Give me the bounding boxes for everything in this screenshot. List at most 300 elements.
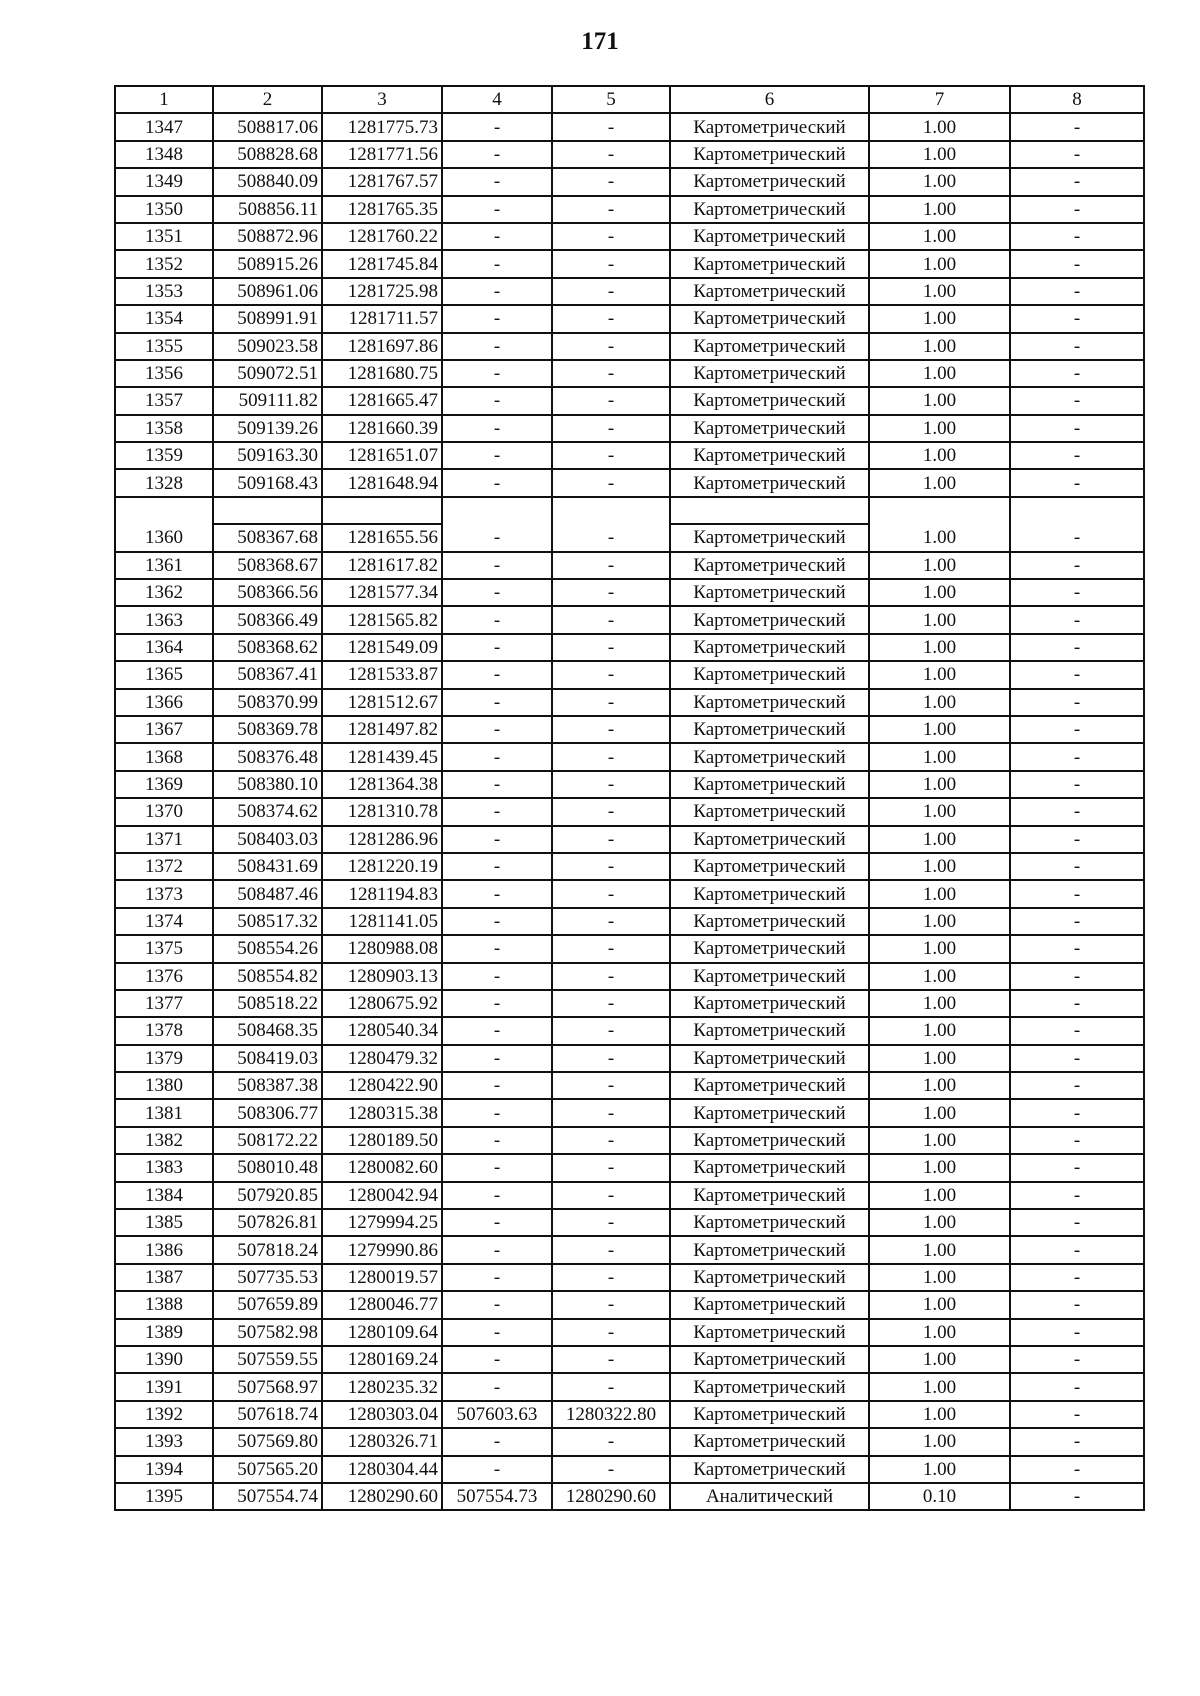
method-cell: Картометрический bbox=[670, 1154, 869, 1181]
method-cell: Картометрический bbox=[670, 990, 869, 1017]
accuracy-cell: 1.00 bbox=[869, 1127, 1010, 1154]
table-row bbox=[115, 634, 1144, 661]
y-previous-cell: - bbox=[552, 743, 670, 770]
column-header: 5 bbox=[552, 86, 670, 113]
column-header: 3 bbox=[322, 86, 442, 113]
note-cell: - bbox=[1010, 1401, 1144, 1428]
note-cell: - bbox=[1010, 141, 1144, 168]
table-row bbox=[115, 963, 1144, 990]
note-cell: - bbox=[1010, 771, 1144, 798]
coordinates-table bbox=[114, 85, 1145, 1511]
y-previous-cell: - bbox=[552, 1182, 670, 1209]
x-previous-cell: - bbox=[442, 305, 552, 332]
note-cell: - bbox=[1010, 1045, 1144, 1072]
y-coordinate-cell: 1280304.44 bbox=[322, 1456, 442, 1483]
x-previous-cell: - bbox=[442, 1182, 552, 1209]
accuracy-cell: 1.00 bbox=[869, 1264, 1010, 1291]
point-number-cell: 1355 bbox=[115, 333, 213, 360]
point-number-cell: 1361 bbox=[115, 552, 213, 579]
y-coordinate-cell: 1280315.38 bbox=[322, 1099, 442, 1126]
table-row bbox=[115, 990, 1144, 1017]
note-cell: - bbox=[1010, 524, 1144, 551]
note-cell: - bbox=[1010, 250, 1144, 277]
x-previous-cell: - bbox=[442, 1072, 552, 1099]
x-coordinate-cell: 507565.20 bbox=[213, 1456, 322, 1483]
point-number-cell: 1362 bbox=[115, 579, 213, 606]
accuracy-cell: 1.00 bbox=[869, 1209, 1010, 1236]
note-cell: - bbox=[1010, 223, 1144, 250]
point-number-cell: 1328 bbox=[115, 469, 213, 496]
accuracy-cell: 1.00 bbox=[869, 1319, 1010, 1346]
y-coordinate-cell: 1280988.08 bbox=[322, 935, 442, 962]
method-cell: Картометрический bbox=[670, 1456, 869, 1483]
accuracy-cell: 0.10 bbox=[869, 1483, 1010, 1510]
note-cell: - bbox=[1010, 606, 1144, 633]
point-number-cell: 1352 bbox=[115, 250, 213, 277]
y-previous-cell: - bbox=[552, 1373, 670, 1400]
y-coordinate-cell: 1281680.75 bbox=[322, 360, 442, 387]
accuracy-cell bbox=[869, 497, 1010, 524]
method-cell: Картометрический bbox=[670, 1319, 869, 1346]
note-cell: - bbox=[1010, 387, 1144, 414]
note-cell: - bbox=[1010, 716, 1144, 743]
accuracy-cell: 1.00 bbox=[869, 579, 1010, 606]
note-cell: - bbox=[1010, 990, 1144, 1017]
table-row bbox=[115, 1045, 1144, 1072]
x-previous-cell: - bbox=[442, 990, 552, 1017]
y-previous-cell: - bbox=[552, 442, 670, 469]
note-cell: - bbox=[1010, 333, 1144, 360]
table-row bbox=[115, 1264, 1144, 1291]
point-number-cell: 1386 bbox=[115, 1236, 213, 1263]
x-coordinate-cell: 508010.48 bbox=[213, 1154, 322, 1181]
table-row bbox=[115, 1401, 1144, 1428]
y-coordinate-cell: 1280675.92 bbox=[322, 990, 442, 1017]
method-cell: Картометрический bbox=[670, 908, 869, 935]
accuracy-cell: 1.00 bbox=[869, 1291, 1010, 1318]
y-previous-cell: 1280290.60 bbox=[552, 1483, 670, 1510]
table-row bbox=[115, 524, 1144, 551]
y-coordinate-cell: 1280903.13 bbox=[322, 963, 442, 990]
x-coordinate-cell: 507559.55 bbox=[213, 1346, 322, 1373]
note-cell: - bbox=[1010, 908, 1144, 935]
point-number-cell: 1350 bbox=[115, 196, 213, 223]
note-cell: - bbox=[1010, 1373, 1144, 1400]
x-previous-cell: - bbox=[442, 250, 552, 277]
y-coordinate-cell: 1280169.24 bbox=[322, 1346, 442, 1373]
note-cell: - bbox=[1010, 415, 1144, 442]
accuracy-cell: 1.00 bbox=[869, 634, 1010, 661]
accuracy-cell: 1.00 bbox=[869, 333, 1010, 360]
y-previous-cell: - bbox=[552, 689, 670, 716]
x-previous-cell: - bbox=[442, 196, 552, 223]
table-row bbox=[115, 1209, 1144, 1236]
y-coordinate-cell: 1281765.35 bbox=[322, 196, 442, 223]
accuracy-cell: 1.00 bbox=[869, 716, 1010, 743]
table-row bbox=[115, 113, 1144, 140]
accuracy-cell: 1.00 bbox=[869, 360, 1010, 387]
y-previous-cell: - bbox=[552, 524, 670, 551]
table-row bbox=[115, 579, 1144, 606]
table-row bbox=[115, 442, 1144, 469]
point-number-cell: 1392 bbox=[115, 1401, 213, 1428]
note-cell: - bbox=[1010, 1017, 1144, 1044]
y-previous-cell: - bbox=[552, 908, 670, 935]
x-previous-cell: - bbox=[442, 1346, 552, 1373]
note-cell: - bbox=[1010, 1154, 1144, 1181]
point-number-cell: 1359 bbox=[115, 442, 213, 469]
y-coordinate-cell: 1280290.60 bbox=[322, 1483, 442, 1510]
table-row bbox=[115, 716, 1144, 743]
x-previous-cell: 507554.73 bbox=[442, 1483, 552, 1510]
method-cell: Картометрический bbox=[670, 1291, 869, 1318]
point-number-cell: 1369 bbox=[115, 771, 213, 798]
point-number-cell: 1349 bbox=[115, 168, 213, 195]
x-coordinate-cell: 507735.53 bbox=[213, 1264, 322, 1291]
point-number-cell: 1351 bbox=[115, 223, 213, 250]
y-previous-cell: - bbox=[552, 853, 670, 880]
x-coordinate-cell: 508991.91 bbox=[213, 305, 322, 332]
y-coordinate-cell: 1280479.32 bbox=[322, 1045, 442, 1072]
point-number-cell: 1395 bbox=[115, 1483, 213, 1510]
table-row bbox=[115, 880, 1144, 907]
column-header: 6 bbox=[670, 86, 869, 113]
point-number-cell: 1394 bbox=[115, 1456, 213, 1483]
x-previous-cell: - bbox=[442, 442, 552, 469]
y-previous-cell: - bbox=[552, 360, 670, 387]
table-row bbox=[115, 1346, 1144, 1373]
y-coordinate-cell: 1279994.25 bbox=[322, 1209, 442, 1236]
table-header-row bbox=[115, 86, 1144, 113]
x-coordinate-cell: 508419.03 bbox=[213, 1045, 322, 1072]
x-coordinate-cell: 507826.81 bbox=[213, 1209, 322, 1236]
y-previous-cell: - bbox=[552, 223, 670, 250]
method-cell: Картометрический bbox=[670, 442, 869, 469]
table-body bbox=[115, 86, 1144, 1510]
point-number-cell: 1348 bbox=[115, 141, 213, 168]
y-coordinate-cell: 1281655.56 bbox=[322, 524, 442, 551]
table-row bbox=[115, 935, 1144, 962]
y-coordinate-cell: 1281439.45 bbox=[322, 743, 442, 770]
accuracy-cell: 1.00 bbox=[869, 168, 1010, 195]
method-cell: Картометрический bbox=[670, 168, 869, 195]
note-cell: - bbox=[1010, 743, 1144, 770]
note-cell: - bbox=[1010, 1456, 1144, 1483]
table-row bbox=[115, 1483, 1144, 1510]
y-previous-cell: - bbox=[552, 1456, 670, 1483]
method-cell: Картометрический bbox=[670, 634, 869, 661]
note-cell: - bbox=[1010, 305, 1144, 332]
y-coordinate-cell: 1281651.07 bbox=[322, 442, 442, 469]
method-cell: Картометрический bbox=[670, 1017, 869, 1044]
x-coordinate-cell: 508817.06 bbox=[213, 113, 322, 140]
x-previous-cell: - bbox=[442, 935, 552, 962]
accuracy-cell: 1.00 bbox=[869, 606, 1010, 633]
table-row bbox=[115, 743, 1144, 770]
table-row bbox=[115, 305, 1144, 332]
point-number-cell: 1358 bbox=[115, 415, 213, 442]
accuracy-cell: 1.00 bbox=[869, 1456, 1010, 1483]
accuracy-cell: 1.00 bbox=[869, 826, 1010, 853]
accuracy-cell: 1.00 bbox=[869, 442, 1010, 469]
method-cell: Аналитический bbox=[670, 1483, 869, 1510]
point-number-cell: 1347 bbox=[115, 113, 213, 140]
note-cell: - bbox=[1010, 1291, 1144, 1318]
method-cell: Картометрический bbox=[670, 360, 869, 387]
x-coordinate-cell: 509111.82 bbox=[213, 387, 322, 414]
table-row bbox=[115, 250, 1144, 277]
x-coordinate-cell: 508517.32 bbox=[213, 908, 322, 935]
method-cell: Картометрический bbox=[670, 305, 869, 332]
method-cell: Картометрический bbox=[670, 1401, 869, 1428]
table-row bbox=[115, 661, 1144, 688]
accuracy-cell: 1.00 bbox=[869, 771, 1010, 798]
x-previous-cell: - bbox=[442, 141, 552, 168]
point-number-cell: 1384 bbox=[115, 1182, 213, 1209]
x-coordinate-cell: 509163.30 bbox=[213, 442, 322, 469]
point-number-cell: 1371 bbox=[115, 826, 213, 853]
note-cell: - bbox=[1010, 1264, 1144, 1291]
y-previous-cell: - bbox=[552, 415, 670, 442]
accuracy-cell: 1.00 bbox=[869, 552, 1010, 579]
method-cell: Картометрический bbox=[670, 963, 869, 990]
x-coordinate-cell: 507568.97 bbox=[213, 1373, 322, 1400]
point-number-cell: 1376 bbox=[115, 963, 213, 990]
x-previous-cell: - bbox=[442, 826, 552, 853]
method-cell: Картометрический bbox=[670, 1346, 869, 1373]
table-row bbox=[115, 223, 1144, 250]
y-previous-cell: - bbox=[552, 990, 670, 1017]
accuracy-cell: 1.00 bbox=[869, 469, 1010, 496]
x-coordinate-cell: 508369.78 bbox=[213, 716, 322, 743]
method-cell: Картометрический bbox=[670, 113, 869, 140]
x-coordinate-cell: 508367.68 bbox=[213, 524, 322, 551]
y-coordinate-cell: 1280046.77 bbox=[322, 1291, 442, 1318]
x-coordinate-cell: 508368.62 bbox=[213, 634, 322, 661]
accuracy-cell: 1.00 bbox=[869, 798, 1010, 825]
x-previous-cell bbox=[442, 497, 552, 524]
x-coordinate-cell: 508368.67 bbox=[213, 552, 322, 579]
x-previous-cell: - bbox=[442, 661, 552, 688]
table-row bbox=[115, 278, 1144, 305]
x-previous-cell: - bbox=[442, 524, 552, 551]
note-cell: - bbox=[1010, 1099, 1144, 1126]
x-previous-cell: - bbox=[442, 1319, 552, 1346]
note-cell: - bbox=[1010, 661, 1144, 688]
table-row bbox=[115, 606, 1144, 633]
x-coordinate-cell: 507582.98 bbox=[213, 1319, 322, 1346]
point-number-cell: 1375 bbox=[115, 935, 213, 962]
table-row bbox=[115, 771, 1144, 798]
x-coordinate-cell: 509023.58 bbox=[213, 333, 322, 360]
x-coordinate-cell: 508872.96 bbox=[213, 223, 322, 250]
note-cell: - bbox=[1010, 880, 1144, 907]
note-cell: - bbox=[1010, 196, 1144, 223]
accuracy-cell: 1.00 bbox=[869, 1346, 1010, 1373]
x-coordinate-cell: 508961.06 bbox=[213, 278, 322, 305]
y-previous-cell: - bbox=[552, 826, 670, 853]
accuracy-cell: 1.00 bbox=[869, 1428, 1010, 1455]
accuracy-cell: 1.00 bbox=[869, 935, 1010, 962]
y-previous-cell: - bbox=[552, 634, 670, 661]
method-cell: Картометрический bbox=[670, 880, 869, 907]
note-cell: - bbox=[1010, 1127, 1144, 1154]
table-row bbox=[115, 908, 1144, 935]
y-previous-cell: - bbox=[552, 1127, 670, 1154]
x-coordinate-cell: 507569.80 bbox=[213, 1428, 322, 1455]
x-coordinate-cell: 508431.69 bbox=[213, 853, 322, 880]
column-header: 2 bbox=[213, 86, 322, 113]
method-cell: Картометрический bbox=[670, 661, 869, 688]
y-previous-cell: - bbox=[552, 305, 670, 332]
x-previous-cell: - bbox=[442, 113, 552, 140]
accuracy-cell: 1.00 bbox=[869, 141, 1010, 168]
point-number-cell bbox=[115, 497, 213, 524]
table-row bbox=[115, 387, 1144, 414]
y-previous-cell: - bbox=[552, 552, 670, 579]
y-coordinate-cell: 1281310.78 bbox=[322, 798, 442, 825]
y-coordinate-cell: 1280109.64 bbox=[322, 1319, 442, 1346]
note-cell: - bbox=[1010, 935, 1144, 962]
x-coordinate-cell: 508554.26 bbox=[213, 935, 322, 962]
point-number-cell: 1370 bbox=[115, 798, 213, 825]
point-number-cell: 1381 bbox=[115, 1099, 213, 1126]
y-coordinate-cell: 1281141.05 bbox=[322, 908, 442, 935]
y-coordinate-cell: 1281711.57 bbox=[322, 305, 442, 332]
x-coordinate-cell bbox=[213, 497, 322, 524]
y-previous-cell: - bbox=[552, 661, 670, 688]
x-previous-cell: - bbox=[442, 908, 552, 935]
x-previous-cell: - bbox=[442, 1264, 552, 1291]
method-cell: Картометрический bbox=[670, 1236, 869, 1263]
y-coordinate-cell: 1281725.98 bbox=[322, 278, 442, 305]
table-row bbox=[115, 1127, 1144, 1154]
note-cell: - bbox=[1010, 1428, 1144, 1455]
note-cell: - bbox=[1010, 1236, 1144, 1263]
point-number-cell: 1372 bbox=[115, 853, 213, 880]
x-previous-cell: - bbox=[442, 552, 552, 579]
y-coordinate-cell: 1281775.73 bbox=[322, 113, 442, 140]
accuracy-cell: 1.00 bbox=[869, 1099, 1010, 1126]
x-coordinate-cell: 508376.48 bbox=[213, 743, 322, 770]
method-cell: Картометрический bbox=[670, 1045, 869, 1072]
table-row bbox=[115, 497, 1144, 524]
point-number-cell: 1378 bbox=[115, 1017, 213, 1044]
method-cell: Картометрический bbox=[670, 935, 869, 962]
x-previous-cell: - bbox=[442, 1291, 552, 1318]
x-coordinate-cell: 509168.43 bbox=[213, 469, 322, 496]
point-number-cell: 1374 bbox=[115, 908, 213, 935]
note-cell: - bbox=[1010, 689, 1144, 716]
accuracy-cell: 1.00 bbox=[869, 1401, 1010, 1428]
table-row bbox=[115, 196, 1144, 223]
accuracy-cell: 1.00 bbox=[869, 524, 1010, 551]
x-coordinate-cell: 509072.51 bbox=[213, 360, 322, 387]
x-previous-cell: - bbox=[442, 853, 552, 880]
x-coordinate-cell: 508370.99 bbox=[213, 689, 322, 716]
x-coordinate-cell: 508374.62 bbox=[213, 798, 322, 825]
method-cell: Картометрический bbox=[670, 1428, 869, 1455]
y-previous-cell: - bbox=[552, 1236, 670, 1263]
point-number-cell: 1380 bbox=[115, 1072, 213, 1099]
accuracy-cell: 1.00 bbox=[869, 990, 1010, 1017]
table-row bbox=[115, 552, 1144, 579]
x-coordinate-cell: 508554.82 bbox=[213, 963, 322, 990]
table-row bbox=[115, 415, 1144, 442]
y-previous-cell: - bbox=[552, 1346, 670, 1373]
accuracy-cell: 1.00 bbox=[869, 113, 1010, 140]
column-header: 4 bbox=[442, 86, 552, 113]
x-previous-cell: - bbox=[442, 798, 552, 825]
accuracy-cell: 1.00 bbox=[869, 196, 1010, 223]
note-cell: - bbox=[1010, 442, 1144, 469]
accuracy-cell: 1.00 bbox=[869, 1182, 1010, 1209]
table-row bbox=[115, 1236, 1144, 1263]
accuracy-cell: 1.00 bbox=[869, 743, 1010, 770]
x-coordinate-cell: 508387.38 bbox=[213, 1072, 322, 1099]
y-coordinate-cell: 1281577.34 bbox=[322, 579, 442, 606]
note-cell: - bbox=[1010, 168, 1144, 195]
accuracy-cell: 1.00 bbox=[869, 908, 1010, 935]
note-cell: - bbox=[1010, 1209, 1144, 1236]
accuracy-cell: 1.00 bbox=[869, 250, 1010, 277]
accuracy-cell: 1.00 bbox=[869, 223, 1010, 250]
point-number-cell: 1363 bbox=[115, 606, 213, 633]
x-previous-cell: - bbox=[442, 579, 552, 606]
y-coordinate-cell: 1281497.82 bbox=[322, 716, 442, 743]
table-row bbox=[115, 798, 1144, 825]
x-previous-cell: - bbox=[442, 168, 552, 195]
point-number-cell: 1385 bbox=[115, 1209, 213, 1236]
y-coordinate-cell: 1281549.09 bbox=[322, 634, 442, 661]
x-previous-cell: 507603.63 bbox=[442, 1401, 552, 1428]
method-cell: Картометрический bbox=[670, 1209, 869, 1236]
y-previous-cell: - bbox=[552, 168, 670, 195]
x-coordinate-cell: 508403.03 bbox=[213, 826, 322, 853]
x-previous-cell: - bbox=[442, 1236, 552, 1263]
y-coordinate-cell: 1280326.71 bbox=[322, 1428, 442, 1455]
x-previous-cell: - bbox=[442, 716, 552, 743]
point-number-cell: 1377 bbox=[115, 990, 213, 1017]
y-previous-cell: - bbox=[552, 469, 670, 496]
method-cell: Картометрический bbox=[670, 606, 869, 633]
x-previous-cell: - bbox=[442, 880, 552, 907]
y-previous-cell: - bbox=[552, 771, 670, 798]
x-coordinate-cell: 508915.26 bbox=[213, 250, 322, 277]
table-row bbox=[115, 1072, 1144, 1099]
table-row bbox=[115, 360, 1144, 387]
note-cell: - bbox=[1010, 1072, 1144, 1099]
y-coordinate-cell: 1281565.82 bbox=[322, 606, 442, 633]
note-cell: - bbox=[1010, 853, 1144, 880]
x-coordinate-cell: 508487.46 bbox=[213, 880, 322, 907]
table-row bbox=[115, 1017, 1144, 1044]
x-previous-cell: - bbox=[442, 1154, 552, 1181]
method-cell: Картометрический bbox=[670, 387, 869, 414]
method-cell: Картометрический bbox=[670, 552, 869, 579]
y-coordinate-cell: 1281697.86 bbox=[322, 333, 442, 360]
x-previous-cell: - bbox=[442, 1127, 552, 1154]
note-cell: - bbox=[1010, 579, 1144, 606]
note-cell bbox=[1010, 497, 1144, 524]
x-coordinate-cell: 507618.74 bbox=[213, 1401, 322, 1428]
table-row bbox=[115, 168, 1144, 195]
method-cell: Картометрический bbox=[670, 278, 869, 305]
note-cell: - bbox=[1010, 1182, 1144, 1209]
x-coordinate-cell: 508380.10 bbox=[213, 771, 322, 798]
note-cell: - bbox=[1010, 1483, 1144, 1510]
y-coordinate-cell: 1281512.67 bbox=[322, 689, 442, 716]
